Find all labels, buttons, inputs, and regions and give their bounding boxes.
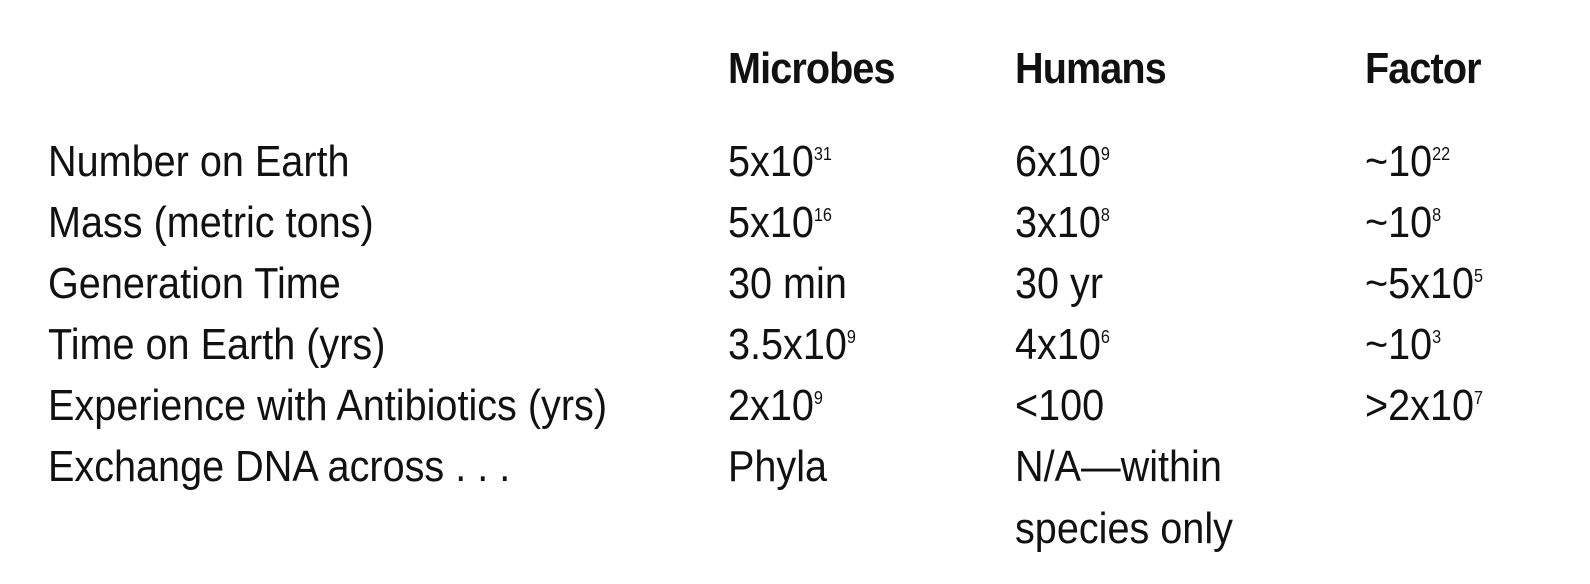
header-factor: Factor (1365, 44, 1481, 93)
factor-value: $\sim 10^8$ (1365, 198, 1442, 247)
humans-value: $4x10^6$ (1015, 320, 1110, 369)
table-row (0, 192, 1590, 254)
humans-value: N/A—within species only (1015, 442, 1233, 553)
table-row (0, 436, 1590, 553)
microbes-value: Phyla (728, 442, 828, 491)
table-row (0, 314, 1590, 376)
microbes-value: $2x10^9$ (728, 381, 823, 430)
row-label: Time on Earth (yrs) (48, 320, 386, 369)
row-label: Number on Earth (48, 137, 350, 186)
table-row (0, 131, 1590, 193)
header-humans: Humans (1015, 44, 1166, 93)
microbes-value: $5x10^{16}$ (728, 198, 832, 247)
microbes-value: 30 min (728, 259, 847, 308)
header-microbes: Microbes (728, 44, 895, 93)
factor-value: $\sim 5x10^5$ (1365, 259, 1484, 308)
table-row (0, 375, 1590, 437)
row-label: Generation Time (48, 259, 341, 308)
factor-value: $\sim 10^3$ (1365, 320, 1442, 369)
humans-value: 30 yr (1015, 259, 1104, 308)
microbes-value: $5x10^{31}$ (728, 137, 832, 186)
row-label: Experience with Antibiotics (yrs) (48, 381, 608, 430)
microbes-value: $3.5x10^9$ (728, 320, 856, 369)
factor-value: $>2x10^7$ (1365, 381, 1484, 430)
humans-value: $3x10^8$ (1015, 198, 1110, 247)
row-label: Exchange DNA across . . . (48, 442, 511, 491)
row-label: Mass (metric tons) (48, 198, 374, 247)
humans-value: <100 (1015, 381, 1105, 430)
humans-value: $6x10^9$ (1015, 137, 1110, 186)
table-row (0, 253, 1590, 315)
factor-value: $\sim 10^{22}$ (1365, 137, 1451, 186)
